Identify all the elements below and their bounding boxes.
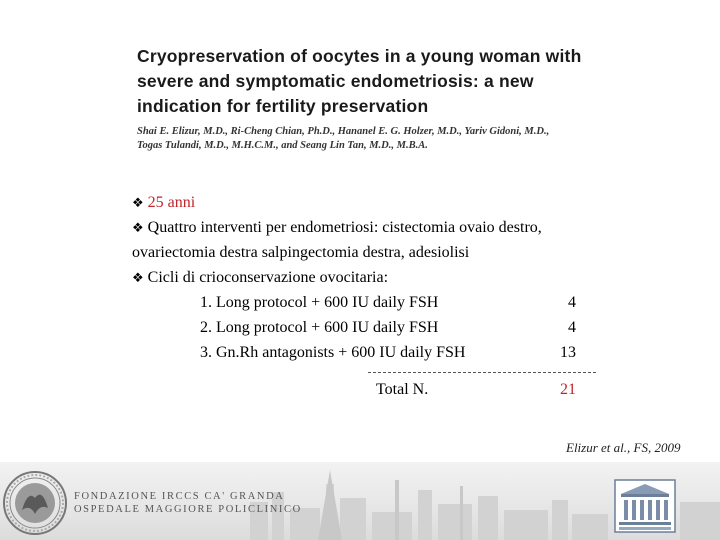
paper-authors — [137, 125, 607, 153]
paper-title — [137, 44, 607, 119]
total-label: Total N. — [376, 381, 429, 398]
clinic-building-icon — [613, 478, 677, 536]
cycle-count: 4 — [568, 319, 576, 336]
cycles-heading: Cicli di crioconservazione ovocitaria: — [147, 269, 389, 286]
authors-line: Togas Tulandi, M.D., M.H.C.M., and Seang Lin Tan, M.D., M.B.A. — [137, 140, 428, 151]
total-value: 21 — [560, 381, 576, 398]
interventions-text-1: Quattro interventi per endometriosi: cistectomia ovaio destro, — [147, 219, 542, 236]
footer-banner — [0, 462, 720, 540]
bullet-age — [132, 190, 602, 215]
bullet-list — [132, 190, 602, 290]
org-line-1: FONDAZIONE IRCCS CA' GRANDA — [74, 491, 285, 502]
authors-line: Shai E. Elizur, M.D., Ri-Cheng Chian, Ph.D., Hananel E. G. Holzer, M.D., Yariv Gidoni, M.D., — [137, 126, 550, 137]
bullet-cycles — [132, 265, 602, 290]
cycle-count: 13 — [560, 344, 576, 361]
hospital-seal-icon — [2, 470, 68, 536]
cycle-row — [200, 340, 590, 365]
title-line: Cryopreservation of oocytes in a young woman with — [137, 46, 582, 66]
citation: Elizur et al., FS, 2009 — [566, 440, 681, 455]
diamond-bullet-icon: ❖ — [132, 270, 144, 285]
organization-name — [74, 490, 302, 516]
bullet-interventions — [132, 215, 602, 240]
cycle-label: 2. Long protocol + 600 IU daily FSH — [200, 319, 439, 336]
cycle-row — [200, 315, 590, 340]
diamond-bullet-icon: ❖ — [132, 220, 144, 235]
title-line: severe and symptomatic endometriosis: a new — [137, 71, 534, 91]
cycle-label: 1. Long protocol + 600 IU daily FSH — [200, 294, 439, 311]
age-text: 25 anni — [147, 194, 196, 211]
org-line-2: OSPEDALE MAGGIORE POLICLINICO — [74, 504, 302, 515]
cycle-label: 3. Gn.Rh antagonists + 600 IU daily FSH — [200, 344, 466, 361]
cycle-count: 4 — [568, 294, 576, 311]
title-line: indication for fertility preservation — [137, 96, 429, 116]
sum-divider — [368, 372, 596, 373]
interventions-text-2: ovariectomia destra salpingectomia destra, adesiolisi — [132, 244, 470, 261]
interventions-continuation — [132, 240, 602, 265]
cycle-row — [200, 290, 590, 315]
diamond-bullet-icon: ❖ — [132, 195, 144, 210]
cycles-list — [200, 290, 590, 365]
